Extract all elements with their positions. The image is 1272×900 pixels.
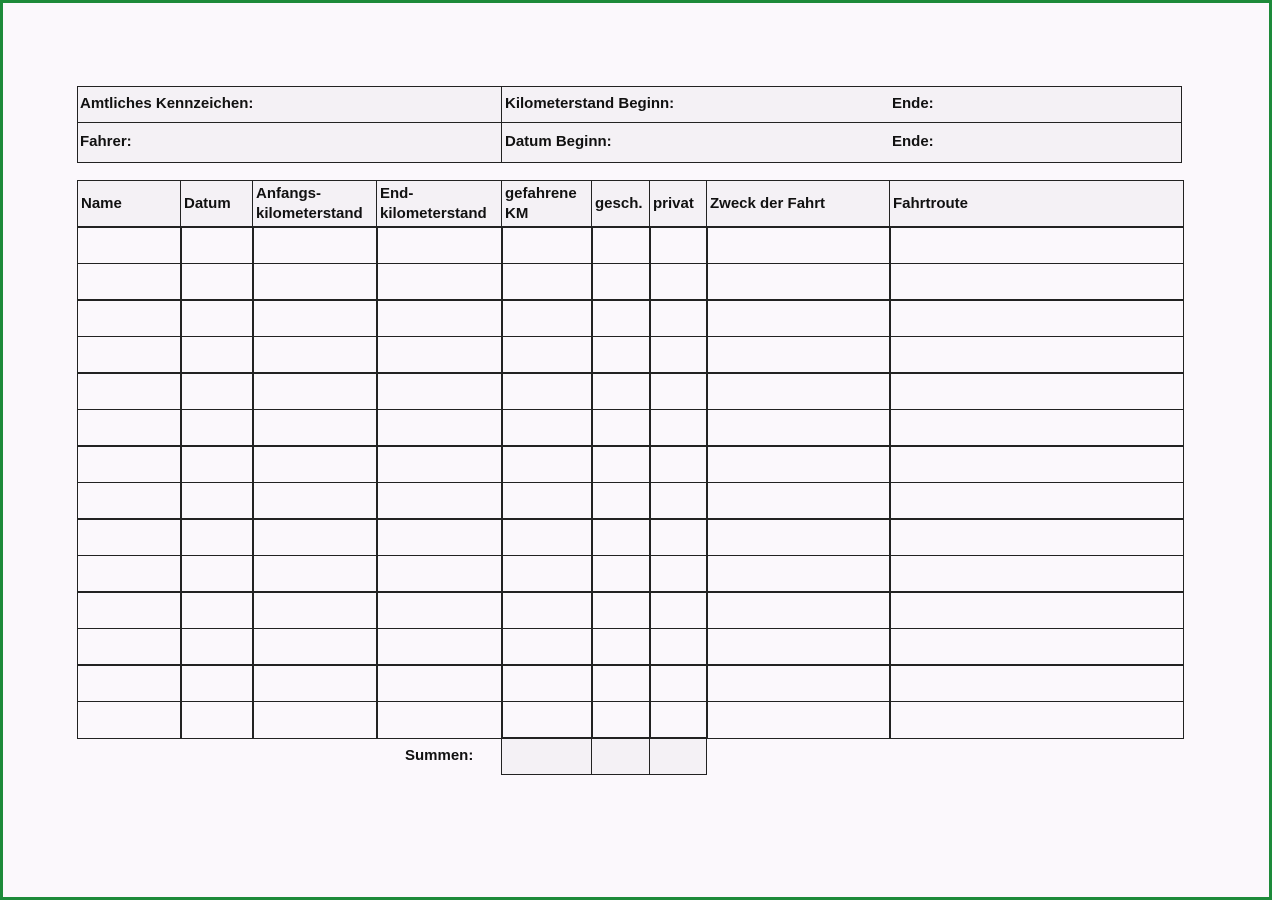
table-cell[interactable] bbox=[889, 555, 1184, 593]
table-cell[interactable] bbox=[77, 409, 182, 447]
table-cell[interactable] bbox=[649, 336, 708, 374]
column-header-6 bbox=[649, 180, 708, 228]
driver-field[interactable] bbox=[77, 122, 503, 163]
table-cell[interactable] bbox=[77, 591, 182, 629]
table-cell[interactable] bbox=[180, 701, 254, 739]
table-cell[interactable] bbox=[77, 263, 182, 301]
table-cell[interactable] bbox=[77, 664, 182, 702]
table-cell[interactable] bbox=[501, 664, 593, 702]
table-cell[interactable] bbox=[889, 263, 1184, 301]
table-cell[interactable] bbox=[591, 591, 651, 629]
table-cell[interactable] bbox=[889, 226, 1184, 264]
column-header-label: Datum bbox=[184, 195, 231, 212]
table-cell[interactable] bbox=[649, 555, 708, 593]
table-cell[interactable] bbox=[501, 226, 593, 264]
table-cell[interactable] bbox=[649, 591, 708, 629]
table-cell[interactable] bbox=[376, 299, 503, 337]
table-cell[interactable] bbox=[501, 518, 593, 556]
column-header-3 bbox=[376, 180, 503, 228]
table-cell[interactable] bbox=[649, 226, 708, 264]
table-cell[interactable] bbox=[252, 664, 378, 702]
table-cell[interactable] bbox=[77, 372, 182, 410]
table-cell[interactable] bbox=[376, 409, 503, 447]
table-cell[interactable] bbox=[706, 263, 891, 301]
table-cell[interactable] bbox=[180, 555, 254, 593]
odometer-end-label: Ende: bbox=[892, 95, 934, 112]
table-cell[interactable] bbox=[180, 482, 254, 520]
table-cell[interactable] bbox=[180, 372, 254, 410]
total-business-cell[interactable] bbox=[591, 737, 651, 775]
column-header-8 bbox=[889, 180, 1184, 228]
table-cell[interactable] bbox=[376, 701, 503, 739]
table-cell[interactable] bbox=[376, 445, 503, 483]
table-cell[interactable] bbox=[376, 372, 503, 410]
table-cell[interactable] bbox=[252, 628, 378, 666]
table-cell[interactable] bbox=[649, 701, 708, 739]
table-cell[interactable] bbox=[501, 591, 593, 629]
table-cell[interactable] bbox=[376, 336, 503, 374]
table-cell[interactable] bbox=[180, 445, 254, 483]
table-cell[interactable] bbox=[649, 628, 708, 666]
table-cell[interactable] bbox=[180, 336, 254, 374]
table-cell[interactable] bbox=[77, 445, 182, 483]
table-cell[interactable] bbox=[501, 372, 593, 410]
table-cell[interactable] bbox=[376, 263, 503, 301]
table-cell[interactable] bbox=[252, 263, 378, 301]
column-header-label: Zweck der Fahrt bbox=[710, 195, 826, 212]
table-cell[interactable] bbox=[180, 518, 254, 556]
table-cell[interactable] bbox=[252, 409, 378, 447]
table-cell[interactable] bbox=[591, 226, 651, 264]
table-cell[interactable] bbox=[180, 628, 254, 666]
table-cell[interactable] bbox=[889, 518, 1184, 556]
table-cell[interactable] bbox=[591, 299, 651, 337]
table-cell[interactable] bbox=[649, 409, 708, 447]
table-cell[interactable] bbox=[252, 518, 378, 556]
table-cell[interactable] bbox=[77, 518, 182, 556]
total-private-cell[interactable] bbox=[649, 737, 707, 775]
table-cell[interactable] bbox=[591, 372, 651, 410]
table-cell[interactable] bbox=[649, 263, 708, 301]
table-cell[interactable] bbox=[501, 482, 593, 520]
table-cell[interactable] bbox=[252, 482, 378, 520]
table-cell[interactable] bbox=[706, 372, 891, 410]
table-cell[interactable] bbox=[252, 445, 378, 483]
table-cell[interactable] bbox=[591, 482, 651, 520]
table-cell[interactable] bbox=[376, 226, 503, 264]
table-cell[interactable] bbox=[501, 555, 593, 593]
table-cell[interactable] bbox=[252, 555, 378, 593]
table-cell[interactable] bbox=[501, 263, 593, 301]
table-cell[interactable] bbox=[649, 299, 708, 337]
table-cell[interactable] bbox=[706, 445, 891, 483]
table-cell[interactable] bbox=[252, 591, 378, 629]
column-header-label: End- kilometerstand bbox=[380, 185, 487, 222]
table-cell[interactable] bbox=[649, 482, 708, 520]
table-cell[interactable] bbox=[649, 372, 708, 410]
table-cell[interactable] bbox=[252, 336, 378, 374]
plate-label: Amtliches Kennzeichen: bbox=[80, 95, 254, 112]
table-cell[interactable] bbox=[889, 482, 1184, 520]
table-cell[interactable] bbox=[501, 445, 593, 483]
table-cell[interactable] bbox=[252, 372, 378, 410]
driver-label: Fahrer: bbox=[80, 133, 132, 150]
column-header-1 bbox=[180, 180, 254, 228]
table-cell[interactable] bbox=[77, 482, 182, 520]
date-end-label: Ende: bbox=[892, 133, 934, 150]
table-cell[interactable] bbox=[591, 701, 651, 739]
table-cell[interactable] bbox=[706, 591, 891, 629]
table-cell[interactable] bbox=[889, 701, 1184, 739]
table-cell[interactable] bbox=[591, 664, 651, 702]
table-cell[interactable] bbox=[591, 518, 651, 556]
column-header-label: Name bbox=[81, 195, 122, 212]
table-cell[interactable] bbox=[77, 701, 182, 739]
table-cell[interactable] bbox=[889, 409, 1184, 447]
totals-label: Summen: bbox=[405, 747, 474, 764]
table-cell[interactable] bbox=[180, 226, 254, 264]
table-cell[interactable] bbox=[706, 701, 891, 739]
table-cell[interactable] bbox=[706, 299, 891, 337]
table-cell[interactable] bbox=[376, 518, 503, 556]
table-cell[interactable] bbox=[180, 409, 254, 447]
table-cell[interactable] bbox=[252, 299, 378, 337]
table-cell[interactable] bbox=[889, 336, 1184, 374]
table-cell[interactable] bbox=[77, 299, 182, 337]
table-cell[interactable] bbox=[649, 664, 708, 702]
column-header-label: privat bbox=[653, 195, 694, 212]
table-cell[interactable] bbox=[77, 226, 182, 264]
table-cell[interactable] bbox=[591, 628, 651, 666]
table-cell[interactable] bbox=[501, 336, 593, 374]
table-cell[interactable] bbox=[77, 336, 182, 374]
date-start-label: Datum Beginn: bbox=[505, 133, 612, 150]
table-cell[interactable] bbox=[889, 628, 1184, 666]
table-cell[interactable] bbox=[501, 701, 593, 739]
table-cell[interactable] bbox=[376, 482, 503, 520]
table-cell[interactable] bbox=[376, 555, 503, 593]
table-cell[interactable] bbox=[706, 226, 891, 264]
table-cell[interactable] bbox=[706, 518, 891, 556]
column-header-4 bbox=[501, 180, 593, 228]
table-cell[interactable] bbox=[252, 701, 378, 739]
table-cell[interactable] bbox=[252, 226, 378, 264]
table-cell[interactable] bbox=[591, 336, 651, 374]
table-cell[interactable] bbox=[180, 299, 254, 337]
table-cell[interactable] bbox=[591, 555, 651, 593]
column-header-2 bbox=[252, 180, 378, 228]
table-cell[interactable] bbox=[501, 628, 593, 666]
table-cell[interactable] bbox=[591, 263, 651, 301]
column-header-label: Fahrtroute bbox=[893, 195, 968, 212]
table-cell[interactable] bbox=[376, 591, 503, 629]
table-cell[interactable] bbox=[706, 628, 891, 666]
column-header-label: gesch. bbox=[595, 195, 643, 212]
table-cell[interactable] bbox=[180, 591, 254, 629]
column-header-7 bbox=[706, 180, 891, 228]
table-cell[interactable] bbox=[706, 409, 891, 447]
table-cell[interactable] bbox=[649, 518, 708, 556]
table-cell[interactable] bbox=[376, 628, 503, 666]
table-cell[interactable] bbox=[77, 628, 182, 666]
table-cell[interactable] bbox=[889, 591, 1184, 629]
table-cell[interactable] bbox=[706, 664, 891, 702]
table-cell[interactable] bbox=[591, 445, 651, 483]
table-cell[interactable] bbox=[376, 664, 503, 702]
column-header-5 bbox=[591, 180, 651, 228]
table-cell[interactable] bbox=[180, 263, 254, 301]
table-cell[interactable] bbox=[889, 664, 1184, 702]
table-cell[interactable] bbox=[649, 445, 708, 483]
table-cell[interactable] bbox=[706, 482, 891, 520]
table-cell[interactable] bbox=[889, 445, 1184, 483]
column-header-0 bbox=[77, 180, 182, 228]
column-header-label: gefahrene KM bbox=[505, 185, 577, 222]
table-cell[interactable] bbox=[706, 336, 891, 374]
odometer-start-label: Kilometerstand Beginn: bbox=[505, 95, 675, 112]
table-cell[interactable] bbox=[501, 409, 593, 447]
table-cell[interactable] bbox=[889, 372, 1184, 410]
table-cell[interactable] bbox=[77, 555, 182, 593]
table-cell[interactable] bbox=[591, 409, 651, 447]
table-cell[interactable] bbox=[889, 299, 1184, 337]
total-km-cell[interactable] bbox=[501, 737, 593, 775]
table-cell[interactable] bbox=[180, 664, 254, 702]
column-header-label: Anfangs- kilometerstand bbox=[256, 185, 363, 222]
table-cell[interactable] bbox=[501, 299, 593, 337]
table-cell[interactable] bbox=[706, 555, 891, 593]
